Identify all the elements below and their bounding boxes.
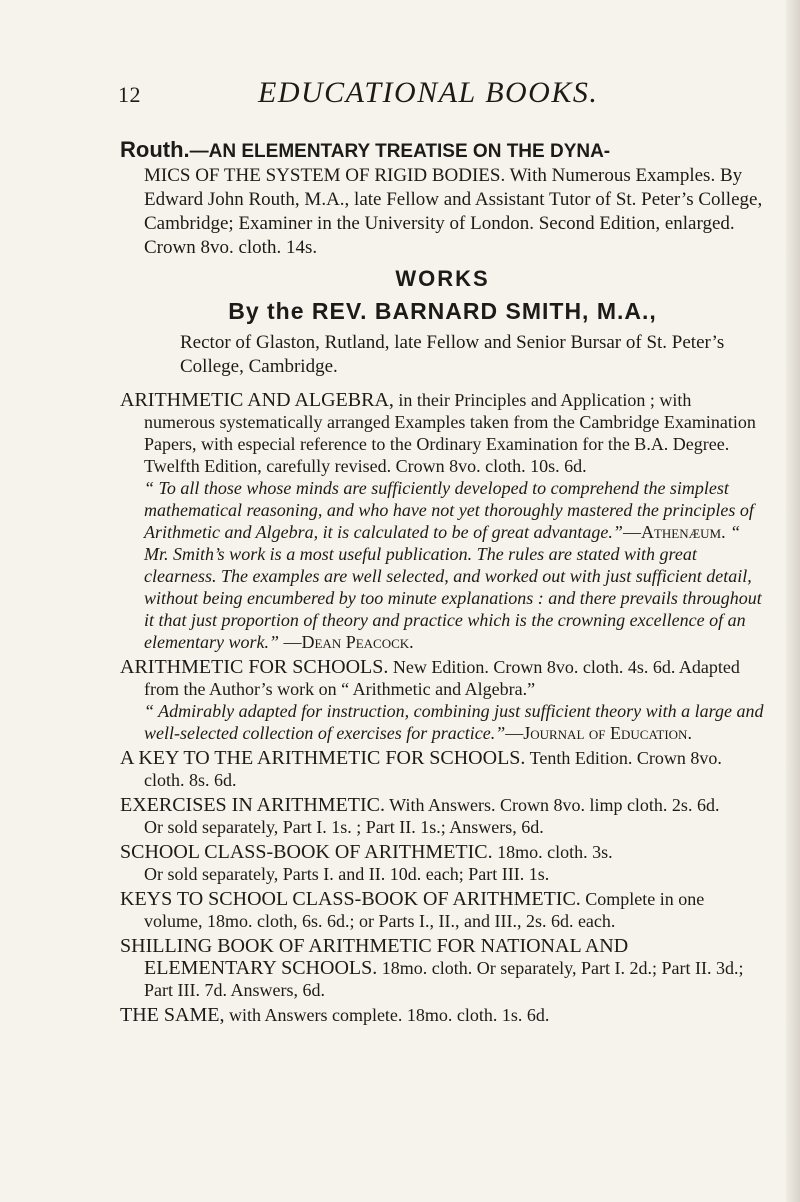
book-entry <box>120 747 765 791</box>
book-keys-classbook <box>120 888 765 932</box>
book-text: 18mo. cloth. Or separately, Part I. 2d.; Part II. 3d.; Part III. 7d. Answers, 6d. <box>144 958 744 1000</box>
quote-text: “ To all those whose minds are sufficiently developed to comprehend the simplest mathematical reasoning, and who have not yet thoroughly mastered the principles of Arithmetic and Algebra, it is calculated to be of great advantage.” <box>144 478 754 542</box>
book-title: KEYS TO SCHOOL CLASS-BOOK OF ARITHMETIC. <box>120 888 581 910</box>
author-description: Rector of Glaston, Rutland, late Fellow and Senior Bursar of St. Peter’s College, Cambridge. <box>180 332 725 377</box>
page-number: 12 <box>118 82 141 107</box>
quote-source: —Athenæum. <box>622 522 726 542</box>
book-entry <box>120 935 765 1001</box>
quote-text: “ Admirably adapted for instruction, combining just sufficient theory with a large and well-selected collection of exercises for practice.” <box>144 701 764 743</box>
routh-title: —AN ELEMENTARY TREATISE ON THE DYNA- <box>189 141 611 162</box>
book-title: THE SAME, <box>120 1004 225 1026</box>
book-entry <box>120 888 765 932</box>
routh-entry <box>120 138 765 260</box>
book-extra: Or sold separately, Part I. 1s. ; Part II. 1s.; Answers, 6d. <box>144 817 544 837</box>
main-column <box>120 138 765 1026</box>
book-quote <box>120 477 765 653</box>
book-text: in their Principles and Application ; with numerous systematically arranged Examples taken from the Cambridge Examination Papers, with especial reference to the Ordinary Examination for the B.A. Degree. Twelfth Edition, carefully revised. Crown 8vo. cloth. 10s. 6d. <box>144 390 756 476</box>
book-the-same <box>120 1004 765 1026</box>
book-title: EXERCISES IN ARITHMETIC. <box>120 794 385 816</box>
book-entry <box>120 389 765 653</box>
author-line: By the REV. BARNARD SMITH, M.A., <box>228 298 657 324</box>
book-title: ARITHMETIC FOR SCHOOLS. <box>120 656 389 678</box>
book-text: Complete in one volume, 18mo. cloth, 6s. 6d.; or Parts I., II., and III., 2s. 6d. each. <box>144 889 705 931</box>
page-edge-shadow <box>786 0 800 1202</box>
book-text: 18mo. cloth. 3s. <box>492 842 613 862</box>
book-key-arithmetic <box>120 747 765 791</box>
book-text: New Edition. Crown 8vo. cloth. 4s. 6d. Adapted from the Author’s work on “ Arithmetic and Algebra.” <box>144 657 740 699</box>
book-exercises <box>120 794 765 816</box>
book-text: with Answers complete. 18mo. cloth. 1s. 6d. <box>224 1005 550 1025</box>
works-heading: WORKS <box>395 266 490 291</box>
book-entry <box>120 656 765 744</box>
book-entry <box>120 841 765 885</box>
book-entry <box>120 1004 765 1026</box>
book-title: ARITHMETIC AND ALGEBRA, <box>120 389 394 411</box>
book-entry <box>120 794 765 838</box>
running-head-title: EDUCATIONAL BOOKS. <box>258 76 599 109</box>
book-arithmetic-algebra <box>120 389 765 477</box>
book-title: A KEY TO THE ARITHMETIC FOR SCHOOLS. <box>120 747 526 769</box>
book-text: Tenth Edition. Crown 8vo. cloth. 8s. 6d. <box>144 748 722 790</box>
quote2-text: “ Mr. Smith’s work is a most useful publication. The rules are stated with great clearness. The examples are well selected, and worked out with just sufficient detail, without being encumbered by too minute explanations : and there prevails throughout it that just proportion of theory and practice which is the crowning excellence of an elementary work.” <box>144 522 762 652</box>
quote-source: —Journal of Education. <box>505 723 692 743</box>
book-quote <box>120 700 765 744</box>
book-shilling <box>120 935 765 1001</box>
routh-continuation: MICS OF THE SYSTEM OF RIGID BODIES. With Numerous Examples. By Edward John Routh, M.A., late Fellow and Assistant Tutor of St. Peter’s College, Cambridge; Examiner in the University of London. Second Edition, enlarged. Crown 8vo. cloth. 14s. <box>144 165 763 258</box>
book-title: SCHOOL CLASS-BOOK OF ARITHMETIC. <box>120 841 493 863</box>
book-school-classbook <box>120 841 765 863</box>
book-arithmetic-schools <box>120 656 765 700</box>
book-extra: Or sold separately, Parts I. and II. 10d. each; Part III. 1s. <box>144 864 550 884</box>
routh-lead: Routh. <box>120 137 190 162</box>
running-head <box>118 76 758 110</box>
book-title: SHILLING BOOK OF ARITHMETIC FOR NATIONAL AND ELEMENTARY SCHOOLS. <box>120 935 629 979</box>
book-text: With Answers. Crown 8vo. limp cloth. 2s. 6d. <box>385 795 720 815</box>
quote2-source: —Dean Peacock. <box>278 632 414 652</box>
